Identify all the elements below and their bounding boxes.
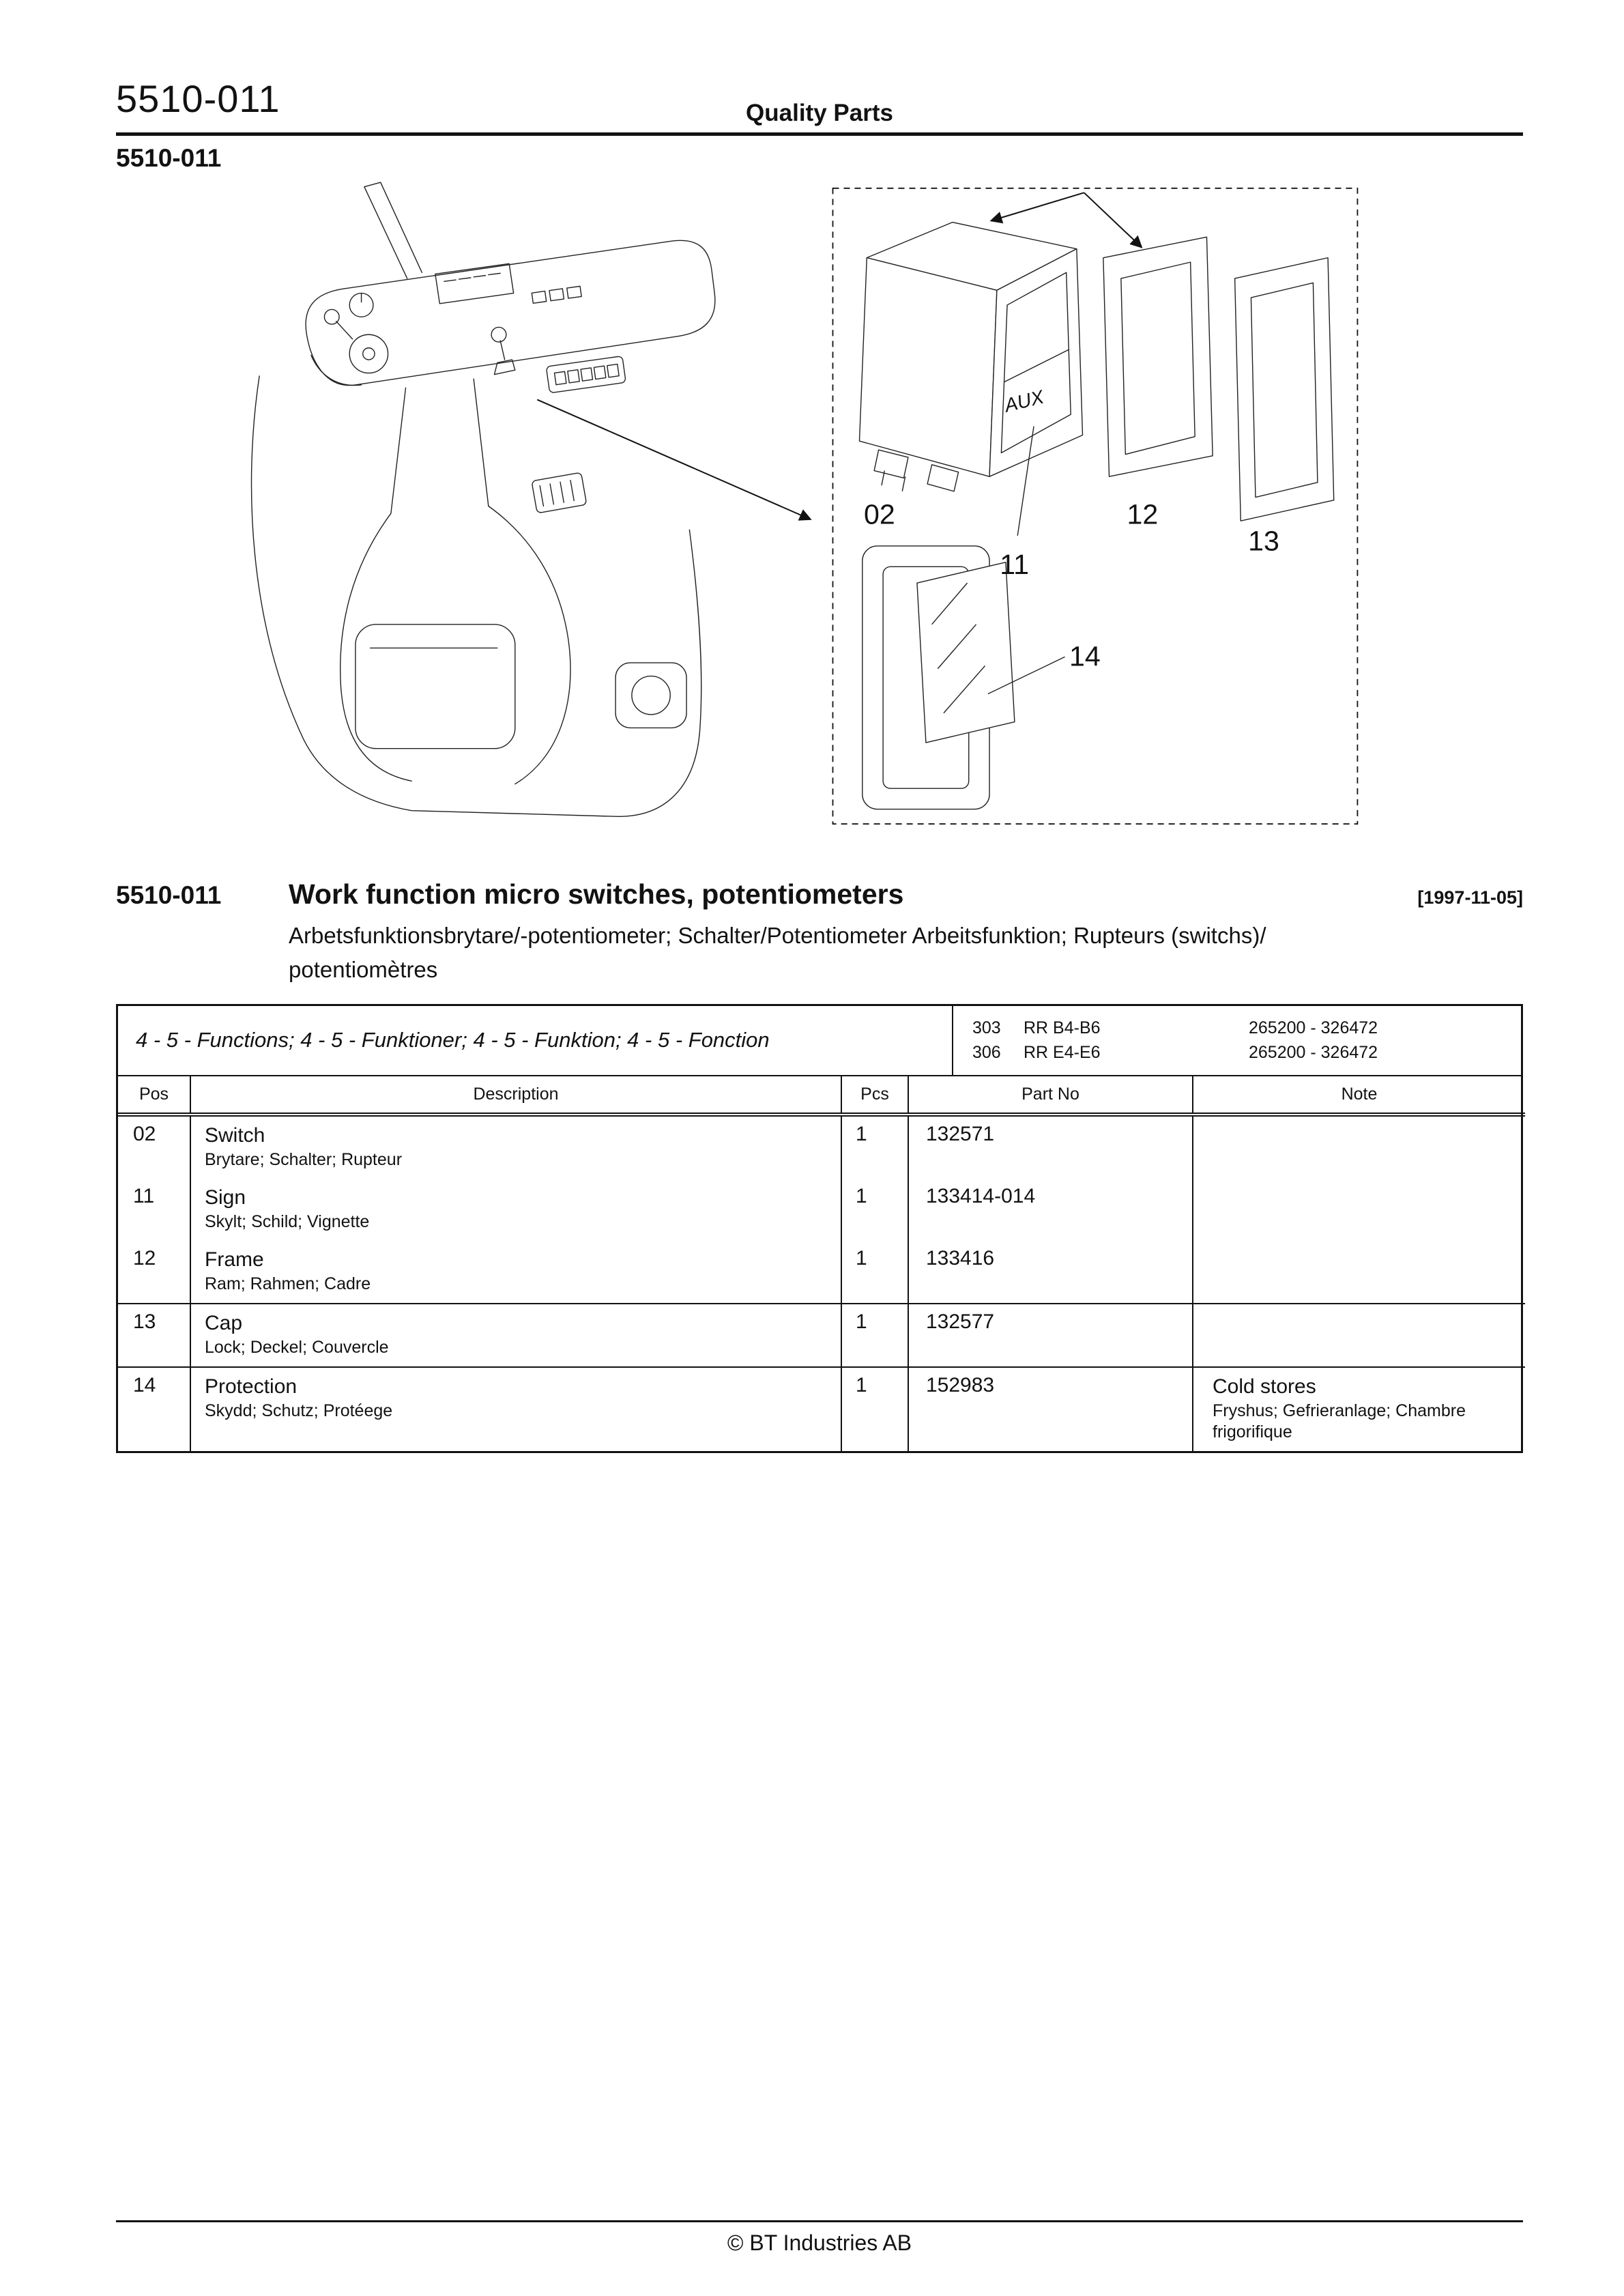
- section-heading-number: 5510-011: [116, 881, 222, 909]
- col-header-description: Description: [190, 1076, 841, 1115]
- col-header-note: Note: [1193, 1076, 1525, 1115]
- table-band: [118, 1006, 1521, 1076]
- row-description: Cap: [205, 1311, 243, 1334]
- row-description-alt: Skydd; Schutz; Protéege: [205, 1401, 393, 1420]
- figure-label-14: 14: [1069, 640, 1101, 672]
- row-pcs: 1: [841, 1241, 908, 1304]
- switch-02-drawing: [859, 223, 1082, 491]
- row-description-alt: Brytare; Schalter; Rupteur: [205, 1149, 403, 1169]
- parts-table: [116, 1004, 1523, 1453]
- row-pos: 11: [133, 1184, 155, 1207]
- protection-14-drawing: [862, 546, 1015, 809]
- row-pcs: 1: [841, 1179, 908, 1241]
- model-code: 306: [972, 1043, 1001, 1063]
- row-description-alt: Lock; Deckel; Couvercle: [205, 1337, 389, 1357]
- callout-arrow-main: [537, 400, 811, 519]
- col-header-pos: Pos: [118, 1076, 190, 1115]
- page-footer: [116, 2220, 1523, 2256]
- column-header-row: [118, 1076, 1525, 1115]
- section-subtitle-line2: potentiomètres: [289, 956, 438, 982]
- row-pos: 13: [118, 1304, 190, 1367]
- table-row: [118, 1367, 1525, 1451]
- row-note-alt: Fryshus; Gefrieranlage; Chambre frigorifique: [1213, 1401, 1466, 1441]
- row-pcs: 1: [841, 1304, 908, 1367]
- section-date: [1997-11-05]: [1417, 887, 1523, 908]
- row-description: Protection: [205, 1375, 298, 1398]
- parts-rows-table: [118, 1076, 1525, 1451]
- model-code: 303: [972, 1018, 1001, 1037]
- section-number-top: 5510-011: [116, 144, 222, 172]
- row-pos: 12: [133, 1246, 156, 1269]
- figure-label-02: 02: [863, 498, 895, 530]
- doc-number: 5510-011: [116, 77, 280, 120]
- table-row: [118, 1304, 1525, 1367]
- page-header: [116, 0, 1523, 136]
- functions-header: 4 - 5 - Functions; 4 - 5 - Funktioner; 4 - 5 - Funktion; 4 - 5 - Fonction: [118, 1006, 953, 1075]
- table-row: [118, 1241, 1525, 1304]
- model-range: RR E4-E6: [1024, 1043, 1101, 1063]
- row-description: Sign: [205, 1186, 246, 1209]
- figure-aux-label: AUX: [1002, 386, 1046, 416]
- figure-label-13: 13: [1248, 525, 1279, 557]
- header-title: Quality Parts: [746, 100, 893, 126]
- model-row: [972, 1040, 1521, 1065]
- model-serials: 265200 - 326472: [1249, 1018, 1378, 1037]
- section-subtitle-line1: Arbetsfunktionsbrytare/-potentiometer; Schalter/Potentiometer Arbeitsfunktion; Rupteurs (switchs)/: [289, 923, 1266, 948]
- row-part-no: 132577: [908, 1304, 1193, 1367]
- section-heading: [116, 878, 1523, 986]
- row-description: Switch: [205, 1123, 265, 1147]
- cap-13-drawing: [1235, 258, 1334, 521]
- row-part-no: 132571: [908, 1115, 1193, 1179]
- table-row: [118, 1115, 1525, 1179]
- row-pcs: 1: [841, 1367, 908, 1451]
- figure-label-12: 12: [1127, 498, 1159, 530]
- row-description-alt: Skylt; Schild; Vignette: [205, 1211, 370, 1231]
- model-block: [953, 1006, 1521, 1075]
- figure-label-11: 11: [1000, 549, 1029, 581]
- cab-drawing: [251, 182, 714, 816]
- figure-illustration: [116, 181, 1523, 849]
- footer-text: © BT Industries AB: [727, 2230, 912, 2255]
- row-pos: 02: [133, 1122, 156, 1145]
- model-serials: 265200 - 326472: [1249, 1043, 1378, 1063]
- row-description: Frame: [205, 1248, 264, 1271]
- col-header-pcs: Pcs: [841, 1076, 908, 1115]
- row-pos: 14: [118, 1367, 190, 1451]
- section-title: Work function micro switches, potentiometers: [289, 878, 904, 910]
- row-part-no: 133416: [908, 1241, 1193, 1304]
- table-row: [118, 1179, 1525, 1241]
- row-part-no: 152983: [908, 1367, 1193, 1451]
- row-part-no: 133414-014: [908, 1179, 1193, 1241]
- model-range: RR B4-B6: [1024, 1018, 1101, 1037]
- col-header-part-no: Part No: [908, 1076, 1193, 1115]
- row-note: Cold stores: [1213, 1375, 1316, 1398]
- row-description-alt: Ram; Rahmen; Cadre: [205, 1274, 371, 1293]
- frame-12-drawing: [1103, 237, 1213, 476]
- model-row: [972, 1016, 1521, 1040]
- row-pcs: 1: [841, 1115, 908, 1179]
